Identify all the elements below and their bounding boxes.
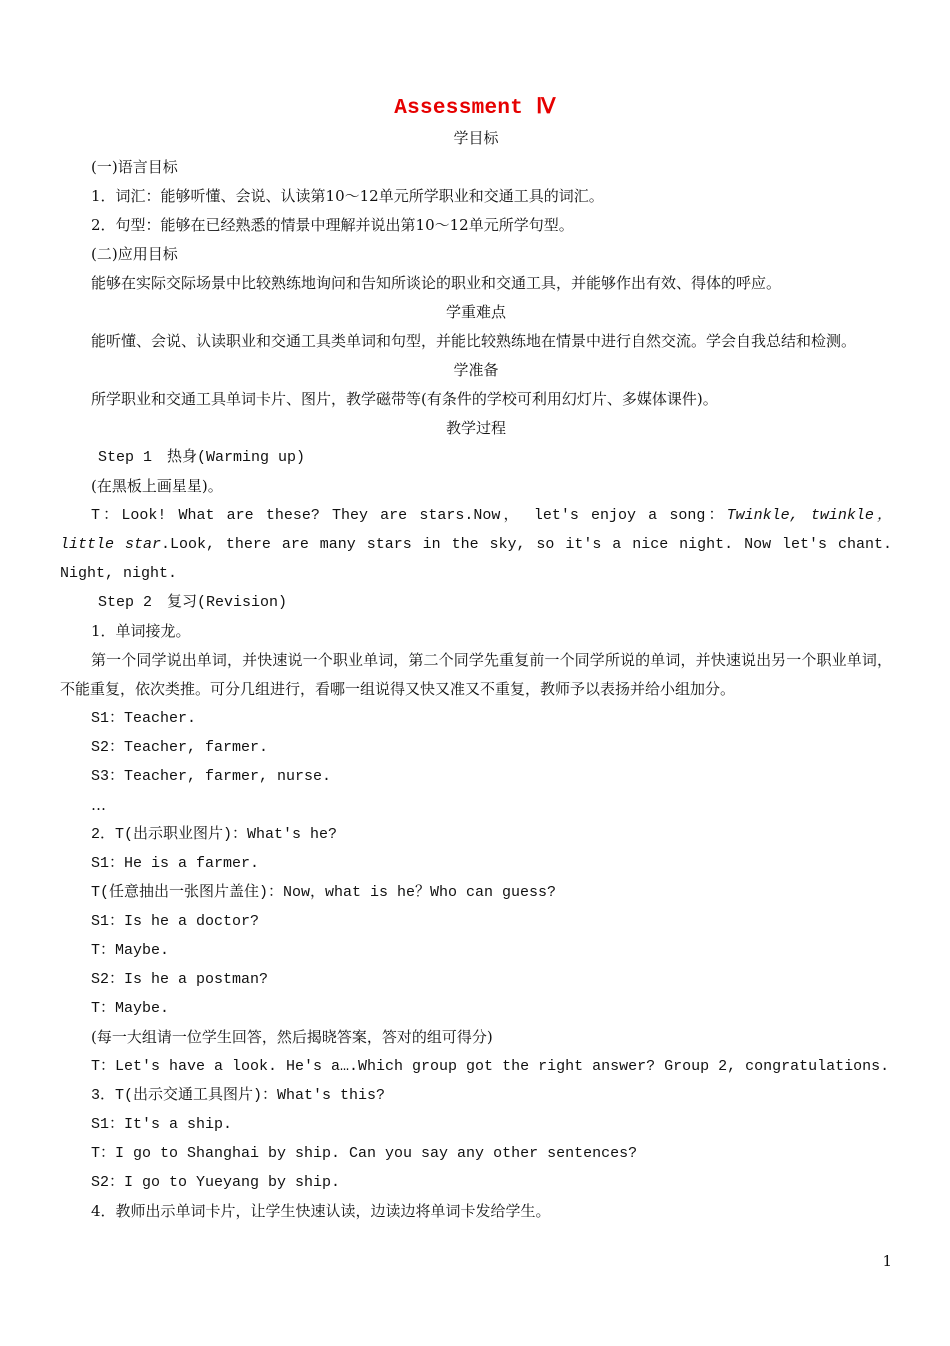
item4-heading: 4．教师出示单词卡片，让学生快速认读，边读边将单词卡发给学生。 [91,1202,551,1220]
document-title: Assessment Ⅳ [394,97,556,120]
dialog-line: S2：Is he a postman? [91,971,269,988]
dialog-line: T：Maybe. [91,942,170,959]
step1-teacher-text: T：Look! What are these? They are stars.Now， let's enjoy a song： [91,507,727,524]
preparation-text: 所学职业和交通工具单词卡片、图片，教学磁带等(有条件的学校可利用幻灯片、多媒体课件)。 [91,390,718,408]
preparation-heading: 学准备 [453,361,499,379]
dialog-line: S1：Teacher. [91,710,197,727]
language-goal-1: 1．词汇：能够听懂、会说、认读第10～12单元所学职业和交通工具的词汇。 [91,187,604,205]
dialog-line: S1：He is a farmer. [91,855,260,872]
dialog-line: S1：Is he a doctor? [91,913,260,930]
dialog-line: T：Let's have a look. He's a….Which group got the right answer? Group 2, congratulations. [91,1058,890,1075]
item1-description: 第一个同学说出单词，并快速说一个职业单词，第二个同学先重复前一个同学所说的单词，并快速说出另一个职业单词，不能重复，依次类推。可分几组进行，看哪一组说得又快又准又不重复，教师予以表扬并给小组加分。 [60,651,892,698]
dialog-line: T：Maybe. [91,1000,170,1017]
item3-heading: 3．T(出示交通工具图片)：What's this? [91,1087,386,1104]
item1-heading: 1．单词接龙。 [91,622,191,640]
step2-heading: Step 2 复习(Revision) [98,594,288,611]
step1-note: (在黑板上画星星)。 [91,477,223,495]
song-title: Twinkle, twinkle， little star [60,507,892,553]
application-goal-text: 能够在实际交际场景中比较熟练地询问和告知所谈论的职业和交通工具，并能够作出有效、得体的呼应。 [91,274,782,292]
document-body [60,124,892,1226]
objectives-heading: 学目标 [453,129,499,147]
item2-heading: 2．T(出示职业图片)：What's he? [91,826,338,843]
step1-teacher-text-cont: .Look, there are many stars in the sky, so it's a nice night. Now let's chant. Night, night. [60,536,892,582]
dialog-line: S1：It's a ship. [91,1116,233,1133]
page-number: 1 [882,1252,892,1270]
step1-teacher-line [60,501,892,588]
key-points-text: 能听懂、会说、认读职业和交通工具类单词和句型，并能比较熟练地在情景中进行自然交流。学会自我总结和检测。 [91,332,857,350]
ellipsis-line: … [91,796,106,814]
dialog-line: S2：Teacher, farmer. [91,739,269,756]
process-heading: 教学过程 [445,419,506,437]
step1-heading: Step 1 热身(Warming up) [98,449,306,466]
dialog-note: (每一大组请一位学生回答，然后揭晓答案，答对的组可得分) [91,1028,493,1046]
key-points-heading: 学重难点 [445,303,506,321]
language-goal-heading: (一)语言目标 [91,158,178,176]
language-goal-2: 2．句型：能够在已经熟悉的情景中理解并说出第10～12单元所学句型。 [91,216,574,234]
dialog-line: T(任意抽出一张图片盖住)：Now，what is he？Who can guess? [91,884,557,901]
dialog-line: S2：I go to Yueyang by ship. [91,1174,341,1191]
dialog-line: T：I go to Shanghai by ship. Can you say any other sentences? [91,1145,638,1162]
application-goal-heading: (二)应用目标 [91,245,178,263]
dialog-line: S3：Teacher, farmer, nurse. [91,768,332,785]
